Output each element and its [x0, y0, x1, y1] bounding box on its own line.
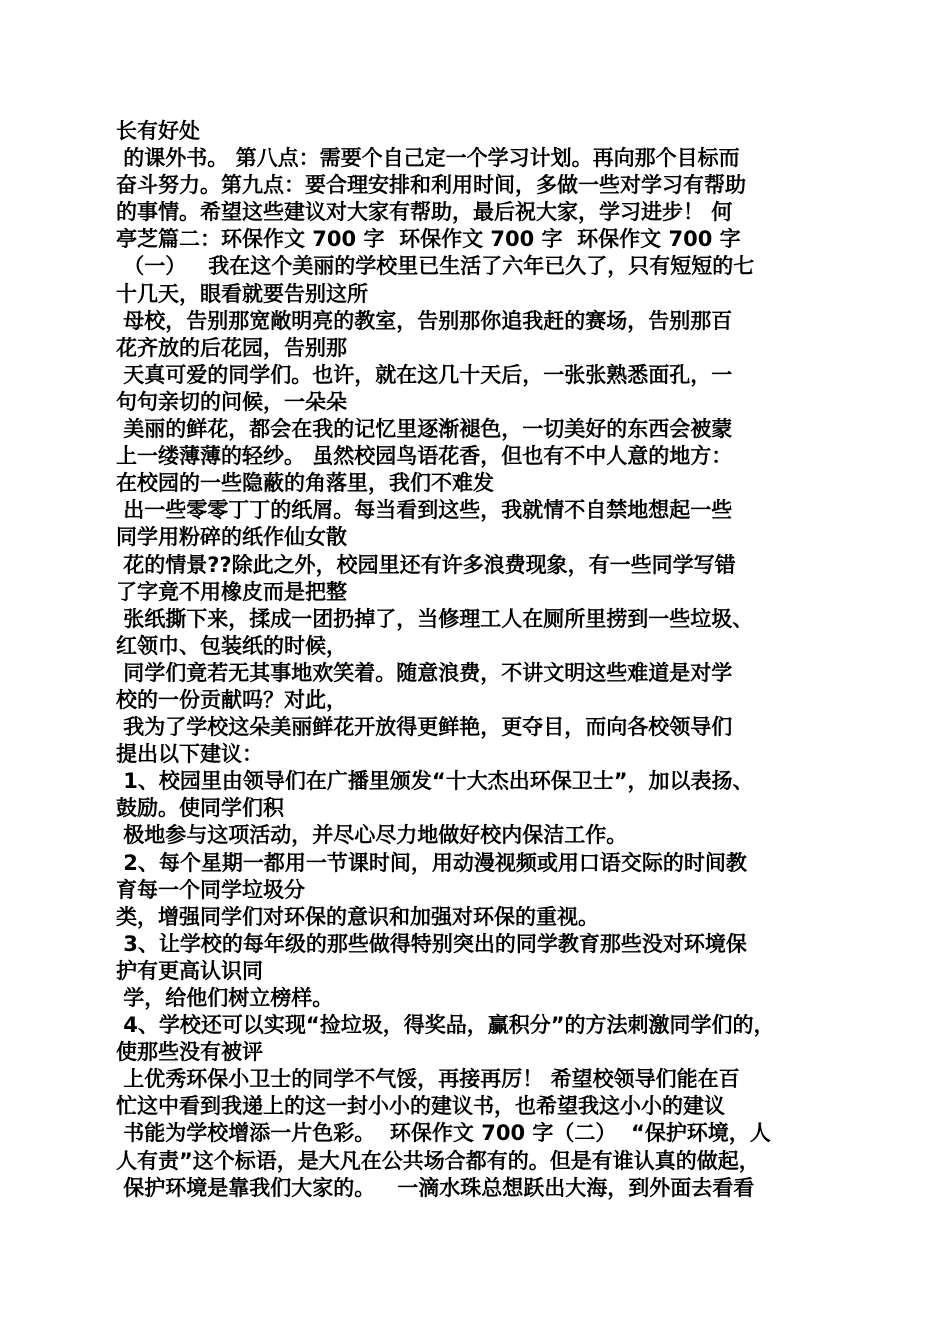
text-line: 天真可爱的同学们。也许，就在这几十天后，一张张熟悉面孔，一: [116, 362, 733, 387]
text-line: 母校，告别那宽敞明亮的教室，告别那你追我赶的赛场，告别那百: [116, 308, 733, 333]
text-line: 极地参与这项活动，并尽心尽力地做好校内保洁工作。: [116, 823, 628, 848]
text-line: 忙这中看到我递上的这一封小小的建议书，也希望我这小小的建议: [116, 1094, 725, 1119]
text-line: 上优秀环保小卫士的同学不气馁，再接再厉！ 希望校领导们能在百: [116, 1067, 740, 1092]
text-line: 花的情景??除此之外，校园里还有许多浪费现象，有一些同学写错: [116, 552, 736, 577]
text-line: 的事情。希望这些建议对大家有帮助，最后祝大家，学习进步！ 何: [116, 200, 733, 225]
text-line: 亭芝篇二：环保作文 700 字 环保作文 700 字 环保作文 700 字: [116, 227, 741, 252]
text-line: 育每一个同学垃圾分: [116, 877, 305, 902]
text-line: 1、校园里由领导们在广播里颁发“十大杰出环保卫士”，加以表扬、: [116, 769, 754, 794]
text-line: （一） 我在这个美丽的学校里已生活了六年已久了，只有短短的七: [116, 254, 755, 279]
text-line: 护有更高认识同: [116, 958, 263, 983]
text-line: 上一缕薄薄的轻纱。 虽然校园鸟语花香，但也有不中人意的地方：: [116, 444, 733, 469]
text-line: 美丽的鲜花，都会在我的记忆里逐渐褪色，一切美好的东西会被蒙: [116, 417, 733, 442]
text-line: 出一些零零丁丁的纸屑。每当看到这些，我就情不自禁地想起一些: [116, 498, 733, 523]
text-line: 花齐放的后花园，告别那: [116, 335, 347, 360]
text-line: 在校园的一些隐蔽的角落里，我们不难发: [116, 471, 494, 496]
text-line: 张纸撕下来，揉成一团扔掉了，当修理工人在厕所里捞到一些垃圾、: [116, 606, 754, 631]
text-line: 4、学校还可以实现“捡垃圾，得奖品，赢积分”的方法刺激同学们的，: [116, 1013, 775, 1038]
text-line: 2、每个星期一都用一节课时间，用动漫视频或用口语交际的时间教: [116, 850, 747, 875]
text-line: 学，给他们树立榜样。: [116, 986, 334, 1010]
text-line: 书能为学校增添一片色彩。 环保作文 700 字（二） “保护环境，人: [116, 1121, 771, 1146]
text-line: 的课外书。 第八点：需要个自己定一个学习计划。再向那个目标而: [116, 146, 740, 171]
text-line: 保护环境是靠我们大家的。 一滴水珠总想跃出大海，到外面去看看: [116, 1175, 755, 1200]
text-line: 红领巾、包装纸的时候，: [116, 633, 347, 658]
text-line: 3、让学校的每年级的那些做得特别突出的同学教育那些没对环境保: [116, 931, 747, 956]
text-line: 同学们竟若无其事地欢笑着。随意浪费，不讲文明这些难道是对学: [116, 660, 733, 685]
text-line: 奋斗努力。第九点：要合理安排和利用时间，多做一些对学习有帮助: [116, 173, 746, 198]
text-line: 句句亲切的问候，一朵朵: [116, 389, 347, 414]
text-line: 人有责”这个标语，是大凡在公共场合都有的。但是有谁认真的做起，: [116, 1148, 760, 1173]
text-line: 校的一份贡献吗？对此，: [116, 687, 347, 712]
text-line: 十几天，眼看就要告别这所: [116, 281, 368, 306]
text-line: 我为了学校这朵美丽鲜花开放得更鲜艳，更夺目，而向各校领导们: [116, 715, 733, 740]
text-line: 了字竟不用橡皮而是把整: [116, 579, 347, 604]
text-line: 提出以下建议：: [116, 742, 263, 767]
essay-text: [116, 118, 836, 1202]
text-line: 长有好处: [116, 119, 200, 143]
text-line: 鼓励。使同学们积: [116, 796, 284, 821]
text-line: 同学用粉碎的纸作仙女散: [116, 525, 347, 550]
text-line: 使那些没有被评: [116, 1040, 263, 1065]
text-line: 类，增强同学们对环保的意识和加强对环保的重视。: [116, 904, 599, 929]
